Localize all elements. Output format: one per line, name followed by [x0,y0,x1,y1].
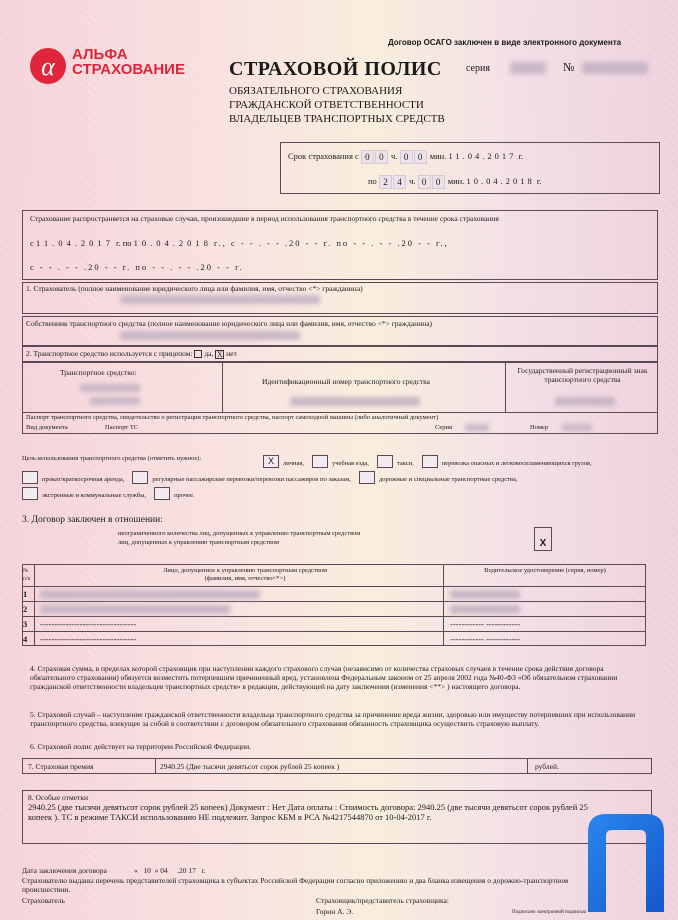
driver-name-empty: ---------------------------------- [40,619,137,629]
premium-divider [155,758,156,774]
trailer-yes-label: да, [204,349,214,358]
contract-date-value: « 10 » 04 .20 17 г. [134,866,206,875]
purpose-emergency-checkbox[interactable] [22,487,38,500]
to-minute-digit: 0 [418,175,431,189]
trailer-no-label: нет [226,349,237,358]
period-date-2: 10.04.2018 [133,238,212,248]
vehicle-doc-line: Паспорт транспортного средства, свидетельство о регистрации транспортного средства, паспорт самоходной машины (либо аналогичный документ) [26,414,439,421]
license-redacted [450,590,520,599]
usage-period-text: Страхование распространяется на страховые случаи, произошедшие в период использования транспортного средства в течение срока страхования [30,214,499,223]
license-empty: ------------ ------------ [450,634,521,644]
to-hour-digit: 2 [379,175,392,189]
brand-name-bottom: СТРАХОВАНИЕ [72,61,185,78]
subtitle-line-1: ОБЯЗАТЕЛЬНОГО СТРАХОВАНИЯ [229,85,403,97]
insurer-label: 1. Страхователь (полное наименование юридического лица или фамилия, имя, отчество <*> гражданина) [26,284,363,293]
purpose-taxi-checkbox[interactable] [377,455,393,468]
purpose-training-label: учебная езда, [331,460,369,467]
clause-5: 5. Страховой случай – наступление гражданской ответственности владельца транспортного средства за причинение вреда жизни, здоровью или имуществу потерпевших при использовании транспортного средства, влекущее за собой в соответствии с договором обязательного страхования обязанность страховщика осуществить страховую выплату. [30,710,636,728]
drivers-heading: 3. Договор заключен в отношении: [22,515,163,525]
insurer-signer-name: Горин А. Э. [316,907,354,916]
to-minute-digit: 0 [432,175,445,189]
purpose-personal-checkbox[interactable]: X [263,455,279,468]
row-number: 1 [23,589,28,599]
trailer-yes-checkbox[interactable] [194,350,202,358]
purpose-other-checkbox[interactable] [154,487,170,500]
subtitle-line-2: ГРАЖДАНСКОЙ ОТВЕТСТВЕННОСТИ [229,99,424,111]
table-divider [22,631,646,632]
insurer-name-redacted [120,295,320,304]
drivers-unlimited: неограниченного количества лиц, допущенных к управлению транспортным средством [118,530,361,537]
term-from-row [288,150,523,164]
vehicle-model-redacted [80,384,140,392]
table-divider [34,564,35,646]
term-from-date: 11.04.2017 [448,150,517,161]
premium-unit: рублей. [535,762,559,771]
purpose-emergency-label: экстренные и коммунальные службы, [42,492,147,499]
term-to-row [368,175,541,189]
minute-label: мин. [429,150,447,161]
purpose-passenger-checkbox[interactable] [132,471,148,484]
purpose-rental-label: прокат/краткосрочная аренда, [42,476,125,483]
premium-value: 2940.25 (Две тысячи девятьсот сорок рублей 25 копеек ) [160,762,340,771]
table-divider [22,616,646,617]
number-value-redacted [582,62,648,74]
trailer-row [26,349,237,359]
vehicle-divider [505,362,506,412]
license-redacted [450,605,520,614]
purpose-intro: Цель использования транспортного средства (отметить нужное): [22,455,202,462]
year-suffix: г. [536,175,542,186]
svg-text:α: α [41,52,55,81]
notes-text: 2940.25 (две тысячи девятьсот сорок рублей 25 копеек) Документ : Нет Дата оплаты : Стоимость договора: 2940.25 (две тысячи девятьсот сорок рублей 25 копеек ). ТС в режиме ТАКСИ использованию НЕ подлежит. Запрос КБМ в РСА №4217544870 от 10-04-2017 г. [28,802,588,822]
clause-6: 6. Страховой полис действует на территории Российской Федерации. [30,742,252,751]
row-number: 3 [23,619,28,629]
vehicle-col-vin: Идентификационный номер транспортного средства [262,377,430,386]
to-hour-digit: 4 [393,175,406,189]
driver-name-redacted [40,590,260,599]
purpose-taxi-label: такси, [396,460,414,467]
electronic-signature-note: Подписано электронной подписью [512,910,587,915]
usage-period-row-2: с - - . - - .20 - - г. по - - . - - .20 - - г. [30,262,244,272]
from-hour-digit: 0 [361,150,374,164]
vehicle-col-model: Транспортное средство: [60,368,137,377]
doc-kind-value: Паспорт ТС [105,424,139,431]
trailer-no-checkbox[interactable]: X [216,349,223,359]
doc-number-label: Номер [530,424,549,431]
purpose-special-checkbox[interactable] [359,471,375,484]
from-hour-digit: 0 [375,150,388,164]
table-divider [443,564,444,646]
series-value-redacted [510,62,546,74]
insured-signature-label: Страхователь [22,896,65,905]
notes-label: 8. Особые отметки [28,793,88,802]
vehicle-model-redacted [90,397,140,405]
year-suffix: г. [518,150,524,161]
doc-series-label: Серия [435,424,453,431]
insurer-signature-label: Страховщик/представитель страховщика: [316,896,449,905]
subtitle-line-3: ВЛАДЕЛЬЦЕВ ТРАНСПОРТНЫХ СРЕДСТВ [229,113,445,125]
driver-name-redacted [40,605,230,614]
from-minute-digit: 0 [400,150,413,164]
usage-period-row-1 [30,238,449,248]
col-license-header: Водительское удостоверение (серия, номер) [484,567,606,574]
number-label: № [563,60,575,74]
purpose-other-label: прочее. [174,492,195,499]
period-empty-range: г., с - - . - - .20 - - г. по - - . - - .20 - - г., [214,238,449,248]
trailer-label: 2. Транспортное средство используется с прицепом: [26,349,193,358]
col-num-header: № п/п [23,568,31,582]
hour-label: ч. [409,175,416,186]
purpose-dangerous-label: перевозка опасных и легковоспламеняющихся грузов, [441,460,592,467]
electronic-document-note: Договор ОСАГО заключен в виде электронного документа [388,38,622,47]
purpose-dangerous-checkbox[interactable] [422,455,438,468]
contract-date-label: Дата заключения договора [22,866,107,875]
alfa-logo-icon [30,48,66,84]
brand-name-top: АЛЬФА [72,46,128,63]
period-c-label: с [30,238,34,248]
doc-series-redacted [465,424,489,431]
doc-number-redacted [562,424,592,431]
drivers-listed-mark[interactable]: X [539,538,547,549]
provided-documents: Страхователю выданы перечень представителей страховщика в субъектах Российской Федерации согласно приложению и два бланка извещения о дорожно-транспортном происшествии. [22,876,569,894]
term-to-label: по [368,175,377,186]
minute-label: мин. [447,175,465,186]
vin-redacted [290,397,420,406]
vehicle-divider [222,362,223,412]
purpose-row-3 [22,484,195,502]
series-label: серия [466,63,490,74]
vehicle-divider [22,412,658,413]
owner-name-redacted [120,331,300,340]
row-number: 2 [23,604,28,614]
owner-label: Собственник транспортного средства (полное наименование юридического лица или фамилия, имя, отчество <*> гражданина) [26,319,433,328]
table-divider [22,586,646,587]
doc-kind-label: Вид документа [26,424,68,431]
policy-title: СТРАХОВОЙ ПОЛИС [229,58,442,80]
license-empty: ------------ ------------ [450,619,521,629]
drivers-listed: лиц, допущенных к управлению транспортным средством [118,539,279,546]
purpose-personal-label: личная, [283,460,304,467]
clause-4: 4. Страховая сумма, в пределах которой страховщик при наступлении каждого страхового случая (независимо от количества страховых случаев в течение срока действия договора обязательного страхования) обязуется возместить потерпевшим причиненный вред, установлена Федеральным законом от 25 апреля 2002 года №40-ФЗ «Об обязательном страховании гражданской ответственности владельцев транспортных средств» в редакции, действующей на дату заключения (изменения <**> ) настоящего договора. [30,664,618,691]
term-from-label: Срок страхования с [288,150,359,161]
purpose-rental-checkbox[interactable] [22,471,38,484]
vehicle-col-plate: Государственный регистрационный знак транспортного средства [517,366,648,384]
period-po-label: г. по [115,238,132,248]
hour-label: ч. [391,150,398,161]
purpose-special-label: дорожные и специальные транспортные средства, [378,476,518,483]
purpose-training-checkbox[interactable] [312,455,328,468]
driver-name-empty: ---------------------------------- [40,634,137,644]
premium-divider [527,758,528,774]
term-to-date: 10.04.2018 [466,175,535,186]
table-divider [22,601,646,602]
policy-subtitle [229,84,445,126]
period-date-1: 11.04.2017 [35,238,114,248]
purpose-passenger-label: регулярные пассажирские перевозки/перевозки пассажиров по заказам, [152,476,351,483]
plate-redacted [555,397,615,406]
from-minute-digit: 0 [414,150,427,164]
row-number: 4 [23,634,28,644]
overlay-badge-icon [580,808,670,912]
premium-label: 7. Страховая премия [28,762,94,771]
col-person-header: Лицо, допущенное к управлению транспортным средством (фамилия, имя, отчество<*>) [162,567,327,582]
